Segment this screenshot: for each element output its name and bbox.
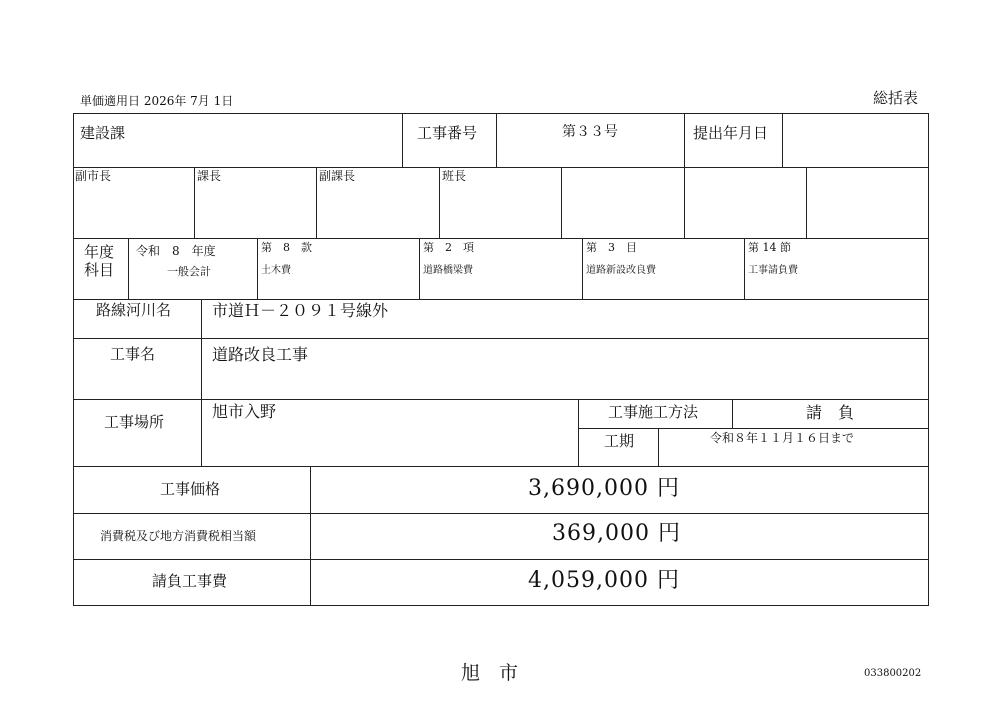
document-code: 033800202 [864,668,922,679]
fiscal-year-label: 年度 [84,243,115,261]
work-place-value: 旭市入野 [212,402,277,421]
budget-kan-name: 土木費 [261,265,291,276]
approval-section-chief-label: 課長 [197,169,222,183]
consumption-tax-label: 消費税及び地方消費税相当額 [100,529,257,543]
consumption-tax-value: 369,000 円 [552,521,681,546]
work-period-value: 令和８年１１月１６日まで [710,431,855,445]
work-price-value: 3,690,000 円 [528,476,680,501]
construction-method-label: 工事施工方法 [608,403,699,421]
city-name: 旭 市 [461,662,519,684]
budget-setsu-head: 第 14 節 [748,241,791,254]
account-type: 一般会計 [167,265,211,278]
department-name: 建設課 [80,124,126,142]
budget-item-label: 科目 [84,261,115,279]
contract-cost-value: 4,059,000 円 [528,568,680,593]
budget-kou-name: 道路橋梁費 [423,265,473,276]
submit-date-label: 提出年月日 [693,124,769,142]
document-type-title: 総括表 [873,89,919,107]
budget-moku-head: 第 3 目 [586,241,637,254]
work-place-label: 工事場所 [104,413,165,431]
budget-kan-head: 第 8 款 [261,241,312,254]
work-price-label: 工事価格 [160,480,221,498]
route-name-label: 路線河川名 [96,301,172,319]
unit-price-date: 単価適用日 2026年 7月 1日 [80,94,234,108]
construction-method-value: 請 負 [806,403,855,422]
contract-cost-label: 請負工事費 [152,572,228,590]
route-name-value: 市道Ｈ－２０９１号線外 [212,301,389,320]
budget-setsu-name: 工事請負費 [748,265,798,276]
approval-vice-mayor-label: 副市長 [75,169,112,183]
approval-team-leader-label: 班長 [442,169,467,183]
project-number-value: 第３３号 [562,124,618,140]
budget-kou-head: 第 2 項 [423,241,474,254]
work-period-label: 工期 [604,432,635,450]
budget-moku-name: 道路新設改良費 [586,265,656,276]
work-name-value: 道路改良工事 [212,345,309,364]
project-number-label: 工事番号 [417,124,478,142]
fiscal-year-value: 令和 8 年度 [136,244,216,258]
approval-deputy-chief-label: 副課長 [319,169,356,183]
work-name-label: 工事名 [110,345,156,363]
